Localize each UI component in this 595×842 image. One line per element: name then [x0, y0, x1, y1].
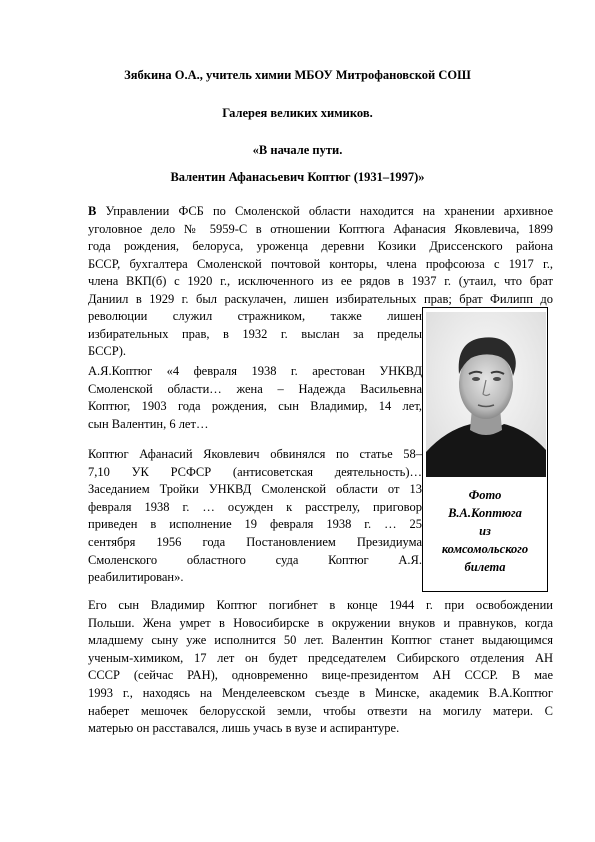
text-line: матерью он расставался, лишь учась в вузе и аспирантуре. [88, 721, 400, 736]
text-line: сентября 1956 года Постановлением Президиума [88, 534, 422, 549]
text-line: младшему сыну уже исполнится 50 лет. Валентин Коптюг станет выдающимся [88, 633, 553, 648]
text-line: Даниил в 1929 г. был раскулачен, лишен избирательных прав; брат Филипп до [88, 291, 553, 306]
text-line: СССР (сейчас РАН), одновременно вице-президентом АН СССР. В мае [88, 668, 553, 683]
paragraph-sentence [88, 446, 422, 587]
caption-line: билета [464, 560, 506, 574]
text-line: реабилитирован». [88, 570, 184, 585]
text-line: 7,10 УК РСФСР (антисоветская деятельность)… [88, 464, 422, 479]
article-name-line: Валентин Афанасьевич Коптюг (1931–1997)» [170, 170, 425, 184]
caption-line: из [479, 524, 491, 538]
photo-caption [423, 486, 547, 576]
article-subtitle: «В начале пути. [252, 143, 343, 157]
text-line: БССР). [88, 344, 127, 359]
line-text: Управлении ФСБ по Смоленской области находится на хранении архивное [96, 204, 553, 218]
text-line: наберет мешочек белорусской земли, чтобы отвезти на могилу матери. С [88, 703, 553, 718]
text-line [88, 203, 553, 221]
text-line: сын Валентин, 6 лет… [88, 416, 209, 431]
text-line: уголовное дело № 5959-С в отношении Коптюга Афанасия Яковлевича, 1899 [88, 221, 553, 236]
text-line: года рождения, белоруса, уроженца деревни Козики Дриссенского района [88, 239, 553, 254]
portrait-photo [426, 312, 546, 477]
paragraph-arrest [88, 363, 422, 433]
text-line: Коптюг, 1903 года рождения, сын Владимир, 14 лет, [88, 399, 422, 414]
text-line: избирательных прав, в 1932 г. выслан за пределы [88, 326, 422, 341]
paragraph-archive-continued [88, 308, 422, 361]
caption-line: В.А.Коптюга [448, 506, 522, 520]
text-line: Его сын Владимир Коптюг погибнет в конце 1944 г. при освобождении [88, 598, 553, 612]
text-line: БССР, бухгалтера Смоленской почтовой конторы, члена профсоюза с 1917 г., [88, 256, 553, 271]
text-line: Заседанием Тройки УНКВД Смоленской области от 13 [88, 482, 422, 497]
text-line: Польши. Жена умрет в Новосибирске в окружении внуков и правнуков, когда [88, 615, 553, 630]
caption-line: комсомольского [441, 542, 529, 556]
paragraph-archive [88, 203, 553, 309]
text-line: Коптюг Афанасий Яковлевич обвинялся по статье 58– [88, 447, 422, 461]
text-line: 1993 г., находясь на Менделеевском съезде в Минске, академик В.А.Коптюг [88, 685, 553, 700]
text-line: революции служил стражником, также лишен [88, 309, 422, 323]
caption-line: Фото [468, 488, 502, 502]
text-line: февраля 1938 г. … осужден к расстрелу, приговор [88, 499, 422, 514]
text-line: члена ВКП(б) с 1920 г., исключенного из ее рядов в 1937 г. (утаил, что брат [88, 274, 553, 289]
text-line: Смоленского областного суда Коптюг А.Я. [88, 552, 422, 567]
gallery-title: Галерея великих химиков. [222, 106, 373, 120]
dropcap: В [88, 204, 97, 218]
text-line: ученым-химиком, 17 лет он будет председателем Сибирского отделения АН [88, 650, 553, 665]
author-line: Зябкина О.А., учитель химии МБОУ Митрофановской СОШ [124, 68, 471, 82]
text-line: Смоленской области… жена – Надежда Васильевна [88, 381, 422, 396]
text-line: приведен в исполнение 19 февраля 1938 г. … 25 [88, 517, 422, 532]
text-line: А.Я.Коптюг «4 февраля 1938 г. арестован УНКВД [88, 364, 422, 378]
portrait-image [426, 312, 546, 477]
paragraph-legacy [88, 597, 553, 738]
